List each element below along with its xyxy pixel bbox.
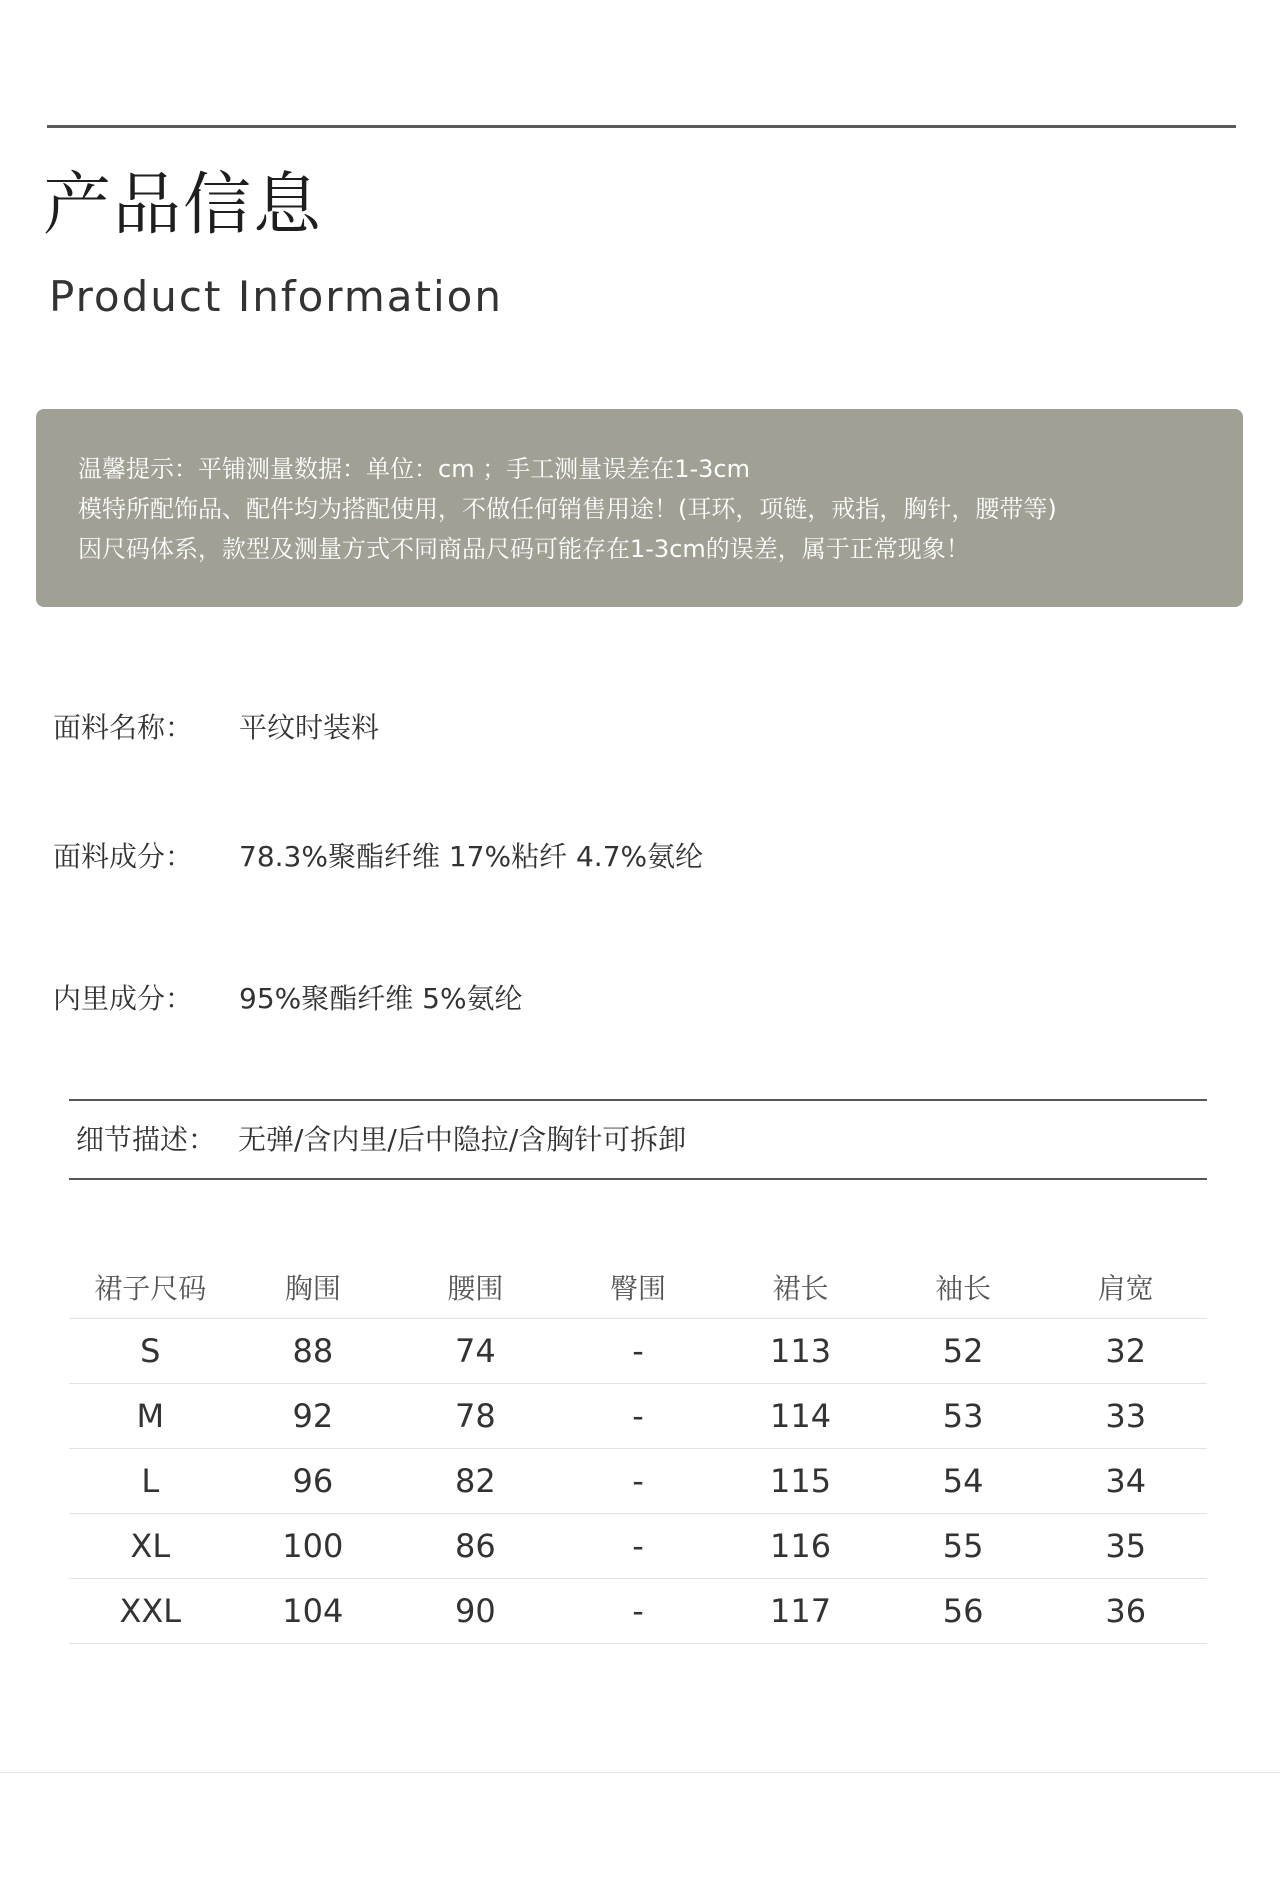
notice-line: 模特所配饰品、配件均为搭配使用，不做任何销售用途！(耳环，项链，戒指，胸针，腰带等)	[78, 495, 1057, 523]
table-row	[69, 1579, 1207, 1644]
table-cell: 33	[1044, 1384, 1207, 1449]
table-header-row	[69, 1255, 1207, 1319]
detail-value: 无弹/含内里/后中隐拉/含胸针可拆卸	[238, 1123, 687, 1156]
column-header: 袖长	[882, 1255, 1045, 1319]
spec-value: 78.3%聚酯纤维 17%粘纤 4.7%氨纶	[239, 840, 704, 873]
notice-line: 因尺码体系，款型及测量方式不同商品尺码可能存在1-3cm的误差，属于正常现象！	[78, 535, 970, 563]
fabric-composition-row	[53, 835, 703, 875]
column-header: 裙长	[719, 1255, 882, 1319]
table-cell: 56	[882, 1579, 1045, 1644]
table-row	[69, 1319, 1207, 1384]
table-cell: L	[69, 1449, 232, 1514]
table-cell: 54	[882, 1449, 1045, 1514]
column-header: 胸围	[232, 1255, 395, 1319]
table-cell: S	[69, 1319, 232, 1384]
detail-top-divider	[69, 1099, 1207, 1101]
detail-bottom-divider	[69, 1178, 1207, 1180]
table-cell: 92	[232, 1384, 395, 1449]
table-cell: -	[557, 1579, 720, 1644]
table-cell: 117	[719, 1579, 882, 1644]
table-cell: 34	[1044, 1449, 1207, 1514]
table-cell: -	[557, 1319, 720, 1384]
table-cell: 35	[1044, 1514, 1207, 1579]
table-cell: XXL	[69, 1579, 232, 1644]
table-cell: 86	[394, 1514, 557, 1579]
table-cell: 55	[882, 1514, 1045, 1579]
table-cell: XL	[69, 1514, 232, 1579]
table-row	[69, 1514, 1207, 1579]
table-cell: 104	[232, 1579, 395, 1644]
table-cell: 90	[394, 1579, 557, 1644]
table-cell: 78	[394, 1384, 557, 1449]
table-cell: -	[557, 1449, 720, 1514]
column-header: 臀围	[557, 1255, 720, 1319]
table-cell: 100	[232, 1514, 395, 1579]
spec-value: 平纹时装料	[239, 711, 380, 744]
table-row	[69, 1449, 1207, 1514]
column-header: 肩宽	[1044, 1255, 1207, 1319]
table-cell: 114	[719, 1384, 882, 1449]
table-cell: 52	[882, 1319, 1045, 1384]
detail-description-row	[76, 1118, 686, 1158]
page-subtitle: Product Information	[49, 272, 503, 321]
notice-line: 温馨提示：平铺测量数据：单位：cm ；手工测量误差在1-3cm	[78, 455, 750, 483]
spec-label: 面料成分：	[53, 840, 194, 873]
spec-label: 内里成分：	[53, 982, 194, 1015]
top-divider	[47, 125, 1236, 128]
notice-box	[36, 409, 1243, 607]
spec-value: 95%聚酯纤维 5%氨纶	[239, 982, 523, 1015]
table-cell: 36	[1044, 1579, 1207, 1644]
table-cell: 88	[232, 1319, 395, 1384]
detail-label: 细节描述：	[76, 1123, 217, 1156]
table-row	[69, 1384, 1207, 1449]
table-cell: 74	[394, 1319, 557, 1384]
fabric-name-row	[53, 706, 379, 746]
column-header: 腰围	[394, 1255, 557, 1319]
table-cell: 32	[1044, 1319, 1207, 1384]
size-table	[69, 1255, 1207, 1644]
bottom-divider	[0, 1772, 1280, 1773]
table-cell: 82	[394, 1449, 557, 1514]
table-cell: 113	[719, 1319, 882, 1384]
lining-composition-row	[53, 977, 523, 1017]
page-title: 产品信息	[43, 166, 324, 245]
table-cell: 115	[719, 1449, 882, 1514]
column-header: 裙子尺码	[69, 1255, 232, 1319]
table-cell: -	[557, 1514, 720, 1579]
table-cell: 116	[719, 1514, 882, 1579]
table-cell: -	[557, 1384, 720, 1449]
table-cell: 96	[232, 1449, 395, 1514]
table-cell: M	[69, 1384, 232, 1449]
table-cell: 53	[882, 1384, 1045, 1449]
spec-label: 面料名称：	[53, 711, 194, 744]
